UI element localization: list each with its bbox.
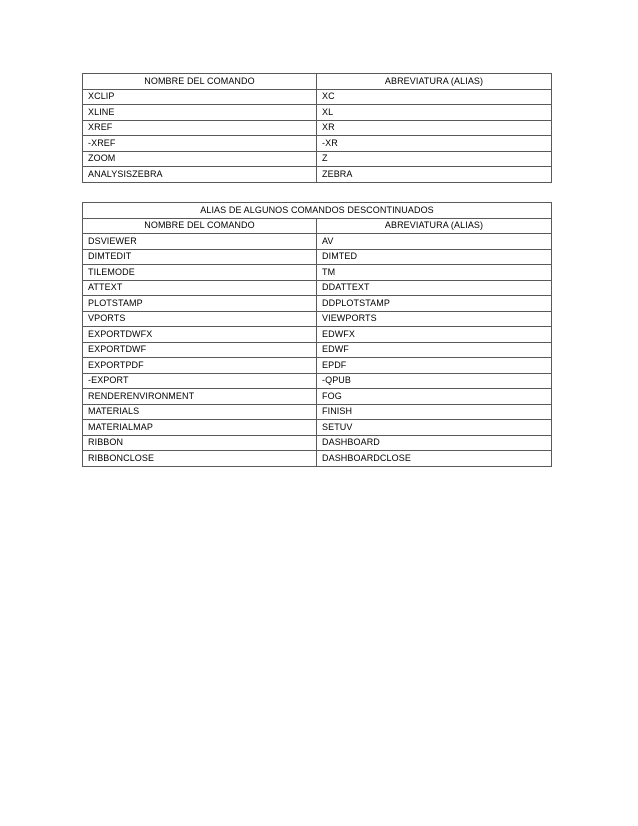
command-name-cell: RIBBONCLOSE	[83, 451, 317, 467]
alias-cell: TM	[317, 265, 552, 281]
command-name-cell: RIBBON	[83, 435, 317, 451]
discontinued-command-alias-table	[82, 202, 552, 467]
column-header-alias: ABREVIATURA (ALIAS)	[317, 218, 552, 234]
alias-cell: ZEBRA	[317, 167, 552, 183]
table-row	[83, 89, 552, 105]
alias-cell: AV	[317, 234, 552, 250]
table-row	[83, 435, 552, 451]
command-name-cell: ATTEXT	[83, 280, 317, 296]
command-name-cell: ANALYSISZEBRA	[83, 167, 317, 183]
alias-cell: EDWFX	[317, 327, 552, 343]
command-name-cell: VPORTS	[83, 311, 317, 327]
table-row	[83, 265, 552, 281]
command-name-cell: DSVIEWER	[83, 234, 317, 250]
command-name-cell: ZOOM	[83, 151, 317, 167]
command-name-cell: XCLIP	[83, 89, 317, 105]
alias-cell: -XR	[317, 136, 552, 152]
table-row	[83, 280, 552, 296]
alias-cell: EDWF	[317, 342, 552, 358]
command-name-cell: XREF	[83, 120, 317, 136]
command-name-cell: EXPORTDWF	[83, 342, 317, 358]
alias-cell: FOG	[317, 389, 552, 405]
table-header-row	[83, 218, 552, 234]
table-row	[83, 136, 552, 152]
table-title-row	[83, 203, 552, 219]
alias-cell: Z	[317, 151, 552, 167]
table-row	[83, 167, 552, 183]
alias-cell: XL	[317, 105, 552, 121]
command-name-cell: PLOTSTAMP	[83, 296, 317, 312]
command-name-cell: -EXPORT	[83, 373, 317, 389]
table-row	[83, 358, 552, 374]
alias-cell: DASHBOARDCLOSE	[317, 451, 552, 467]
command-name-cell: TILEMODE	[83, 265, 317, 281]
command-name-cell: XLINE	[83, 105, 317, 121]
command-alias-table	[82, 73, 552, 183]
table-body	[83, 89, 552, 182]
alias-cell: XR	[317, 120, 552, 136]
command-name-cell: EXPORTPDF	[83, 358, 317, 374]
table-row	[83, 311, 552, 327]
column-header-command-name: NOMBRE DEL COMANDO	[83, 74, 317, 90]
table-row	[83, 420, 552, 436]
table-row	[83, 249, 552, 265]
column-header-command-name: NOMBRE DEL COMANDO	[83, 218, 317, 234]
alias-cell: EPDF	[317, 358, 552, 374]
alias-cell: XC	[317, 89, 552, 105]
alias-cell: DASHBOARD	[317, 435, 552, 451]
alias-cell: VIEWPORTS	[317, 311, 552, 327]
table-row	[83, 234, 552, 250]
command-name-cell: MATERIALMAP	[83, 420, 317, 436]
alias-cell: DDATTEXT	[317, 280, 552, 296]
alias-cell: DIMTED	[317, 249, 552, 265]
table-row	[83, 151, 552, 167]
command-name-cell: -XREF	[83, 136, 317, 152]
table-row	[83, 373, 552, 389]
alias-cell: FINISH	[317, 404, 552, 420]
table-row	[83, 389, 552, 405]
table-header-row	[83, 74, 552, 90]
table-row	[83, 342, 552, 358]
alias-cell: -QPUB	[317, 373, 552, 389]
table-row	[83, 296, 552, 312]
table-row	[83, 404, 552, 420]
command-name-cell: DIMTEDIT	[83, 249, 317, 265]
alias-cell: SETUV	[317, 420, 552, 436]
table-row	[83, 105, 552, 121]
table-row	[83, 327, 552, 343]
table-row	[83, 120, 552, 136]
command-name-cell: RENDERENVIRONMENT	[83, 389, 317, 405]
command-name-cell: MATERIALS	[83, 404, 317, 420]
table-body	[83, 234, 552, 467]
column-header-alias: ABREVIATURA (ALIAS)	[317, 74, 552, 90]
alias-cell: DDPLOTSTAMP	[317, 296, 552, 312]
command-name-cell: EXPORTDWFX	[83, 327, 317, 343]
table-row	[83, 451, 552, 467]
table-title: ALIAS DE ALGUNOS COMANDOS DESCONTINUADOS	[83, 203, 552, 219]
